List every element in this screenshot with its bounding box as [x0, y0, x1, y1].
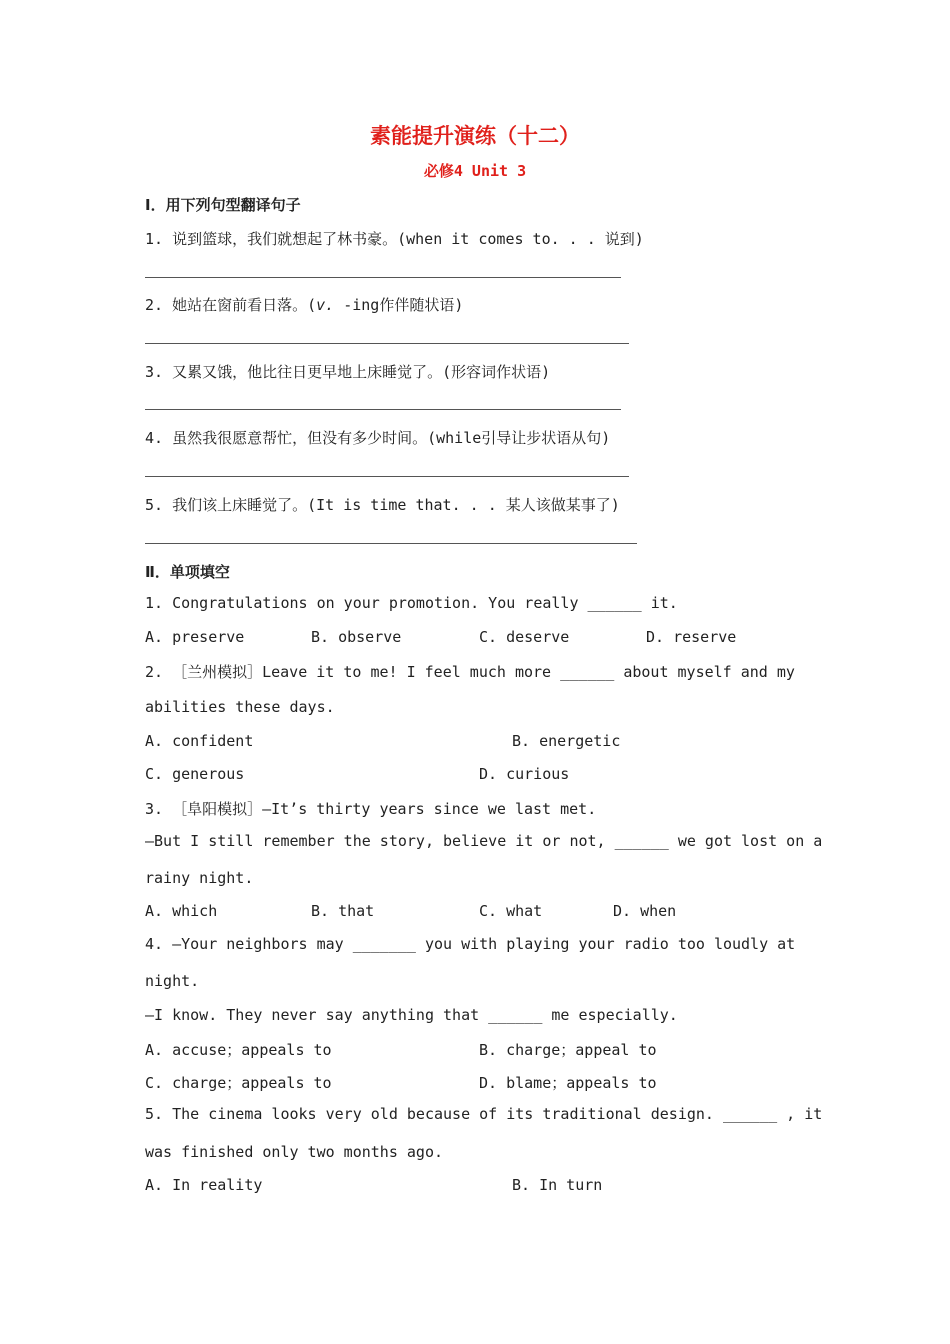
- question-4-option-a[interactable]: A. accuse；appeals to: [145, 1041, 332, 1059]
- question-4-option-c[interactable]: C. charge；appeals to: [145, 1074, 332, 1092]
- question-5-option-b[interactable]: B. In turn: [512, 1176, 603, 1194]
- question-4-option-d[interactable]: D. blame；appeals to: [479, 1074, 657, 1092]
- question-3-stem-line-2: —But I still remember the story, believe it or not, ______ we got lost on a: [145, 832, 823, 850]
- translation-item-1: 1. 说到篮球，我们就想起了林书豪。(when it comes to. . . 说到): [145, 230, 644, 248]
- answer-line-5[interactable]: [145, 543, 637, 544]
- question-5-option-a[interactable]: A. In reality: [145, 1176, 263, 1194]
- question-2-option-c[interactable]: C. generous: [145, 765, 245, 783]
- question-1-option-a[interactable]: A. preserve: [145, 628, 245, 646]
- question-5-stem-line-1: 5. The cinema looks very old because of its traditional design. ______ , it: [145, 1105, 823, 1123]
- answer-line-2[interactable]: [145, 343, 629, 344]
- question-4-stem-line-1: 4. —Your neighbors may _______ you with playing your radio too loudly at: [145, 935, 796, 953]
- section-1-heading: Ⅰ．用下列句型翻译句子: [145, 196, 301, 214]
- question-2-stem-line-1: 2. ［兰州模拟］Leave it to me! I feel much more ______ about myself and my: [145, 663, 795, 681]
- question-1-option-d[interactable]: D. reserve: [646, 628, 737, 646]
- page-title: 素能提升演练（十二）: [370, 124, 580, 148]
- translation-item-4: 4. 虽然我很愿意帮忙，但没有多少时间。(while引导让步状语从句): [145, 429, 611, 447]
- question-2-option-a[interactable]: A. confident: [145, 732, 254, 750]
- translation-item-2-italic: v.: [316, 296, 335, 314]
- section-2-heading: Ⅱ．单项填空: [145, 563, 230, 581]
- question-5-stem-line-2: was finished only two months ago.: [145, 1143, 444, 1161]
- question-2-option-d[interactable]: D. curious: [479, 765, 570, 783]
- translation-item-3: 3. 又累又饿，他比往日更早地上床睡觉了。(形容词作状语): [145, 363, 551, 381]
- question-3-option-a[interactable]: A. which: [145, 902, 218, 920]
- page-subtitle: 必修4 Unit 3: [423, 162, 527, 180]
- translation-item-2-text: 2. 她站在窗前看日落。(: [145, 296, 317, 314]
- question-4-stem-line-3: —I know. They never say anything that ______ me especially.: [145, 1006, 678, 1024]
- question-1-option-b[interactable]: B. observe: [311, 628, 402, 646]
- question-3-option-c[interactable]: C. what: [479, 902, 543, 920]
- answer-line-1[interactable]: [145, 277, 621, 278]
- answer-line-3[interactable]: [145, 409, 621, 410]
- translation-item-5: 5. 我们该上床睡觉了。(It is time that. . . 某人该做某事了): [145, 496, 620, 514]
- question-3-stem-line-1: 3. ［阜阳模拟］—It’s thirty years since we last met.: [145, 800, 597, 818]
- question-3-option-b[interactable]: B. that: [311, 902, 375, 920]
- question-1-stem: 1. Congratulations on your promotion. You really ______ it.: [145, 594, 678, 612]
- answer-line-4[interactable]: [145, 476, 629, 477]
- question-2-stem-line-2: abilities these days.: [145, 698, 335, 716]
- question-3-stem-line-3: rainy night.: [145, 869, 254, 887]
- question-4-stem-line-2: night.: [145, 972, 200, 990]
- translation-item-2: [145, 294, 463, 315]
- question-4-option-b[interactable]: B. charge；appeal to: [479, 1041, 657, 1059]
- translation-item-2-tail: -ing作伴随状语): [334, 296, 464, 314]
- question-2-option-b[interactable]: B. energetic: [512, 732, 621, 750]
- question-3-option-d[interactable]: D. when: [613, 902, 677, 920]
- question-1-option-c[interactable]: C. deserve: [479, 628, 570, 646]
